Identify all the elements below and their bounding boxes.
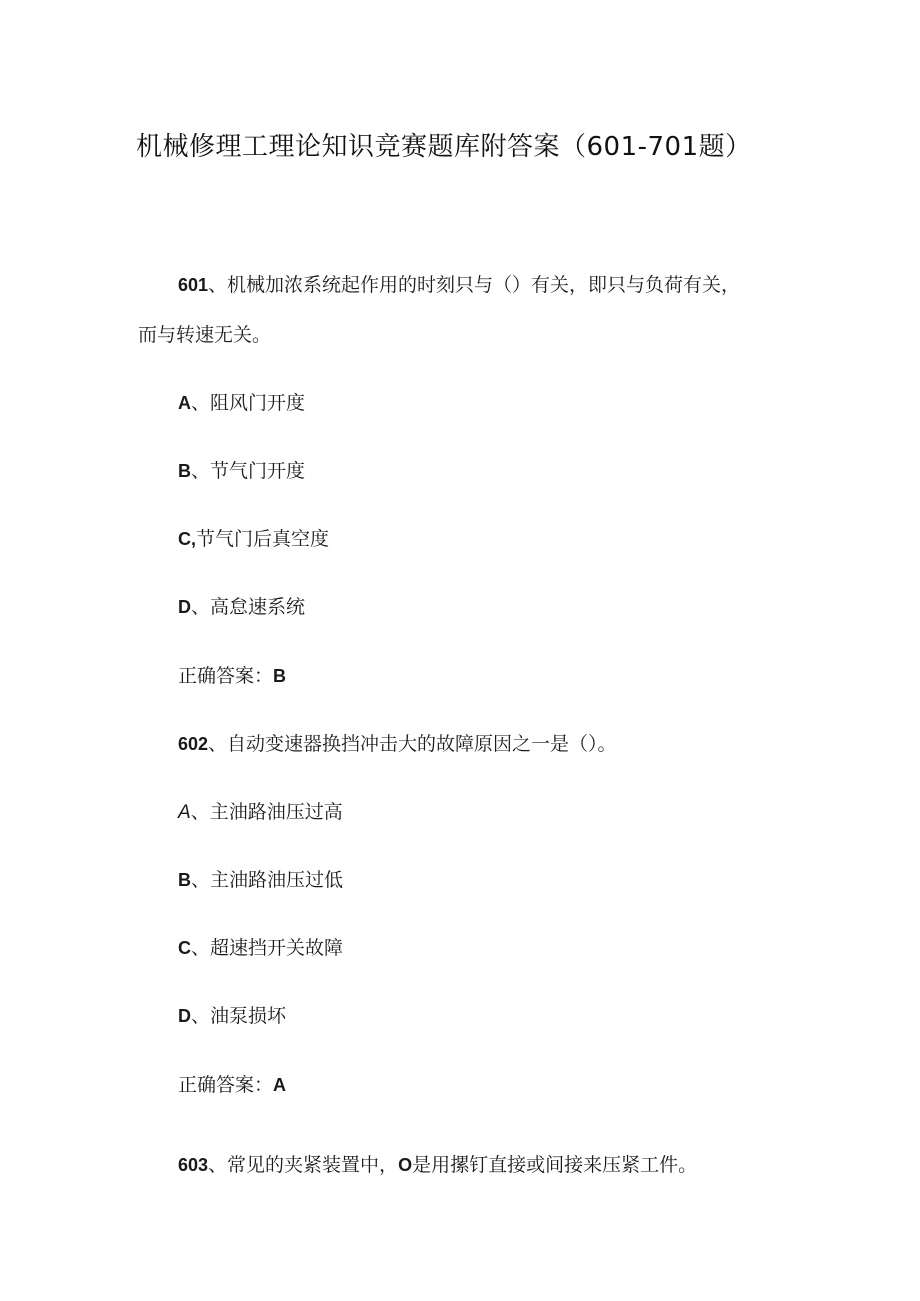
- question-blank-mark: O: [398, 1155, 413, 1175]
- question-601-option-c: [178, 524, 329, 551]
- question-601-stem-continued: 而与转速无关。: [138, 324, 272, 346]
- option-letter: D: [178, 1006, 191, 1026]
- question-603-stem: [178, 1150, 697, 1177]
- option-text: 、主油路油压过高: [190, 801, 343, 823]
- option-text: 、阻风门开度: [191, 392, 306, 414]
- option-letter: B: [178, 870, 191, 890]
- option-text: 、油泵损坏: [191, 1005, 287, 1027]
- question-602-option-a: [178, 797, 343, 824]
- question-601-option-b: [178, 456, 305, 483]
- question-602-option-c: [178, 933, 343, 960]
- question-601-answer: [178, 661, 286, 688]
- option-letter: A: [178, 393, 191, 413]
- answer-value: A: [273, 1075, 287, 1095]
- answer-label: 正确答案：: [178, 665, 274, 687]
- question-602-option-b: [178, 865, 343, 892]
- question-number: 603: [178, 1155, 209, 1175]
- option-text: 、超速挡开关故障: [191, 937, 344, 959]
- option-letter: C: [178, 938, 191, 958]
- question-text-continued: 是用摞钉直接或间接来压紧工件。: [412, 1154, 698, 1176]
- option-letter: D: [178, 597, 191, 617]
- page-title: 机械修理工理论知识竞赛题库附答案（601-701题）: [136, 132, 752, 162]
- question-text: 、机械加浓系统起作用的时刻只与（）有关，即只与负荷有关，: [208, 274, 741, 296]
- question-601-option-a: [178, 388, 305, 415]
- question-text: 、常见的夹紧装置中，: [208, 1154, 399, 1176]
- question-602-option-d: [178, 1001, 286, 1028]
- question-602-answer: [178, 1070, 286, 1097]
- answer-value: B: [273, 666, 287, 686]
- question-number: 602: [178, 734, 209, 754]
- question-602-stem: [178, 729, 617, 756]
- option-letter: B: [178, 461, 191, 481]
- option-text: 、主油路油压过低: [191, 869, 344, 891]
- question-number: 601: [178, 275, 209, 295]
- question-601-option-d: [178, 592, 305, 619]
- option-letter: A: [178, 802, 191, 823]
- answer-label: 正确答案：: [178, 1074, 274, 1096]
- option-text: 、高怠速系统: [191, 596, 306, 618]
- question-text: 、自动变速器换挡冲击大的故障原因之一是（）。: [208, 733, 617, 755]
- option-text: 节气门后真空度: [196, 528, 330, 550]
- option-text: 、节气门开度: [191, 460, 306, 482]
- option-letter: C,: [178, 529, 196, 549]
- question-601-stem: [178, 270, 740, 297]
